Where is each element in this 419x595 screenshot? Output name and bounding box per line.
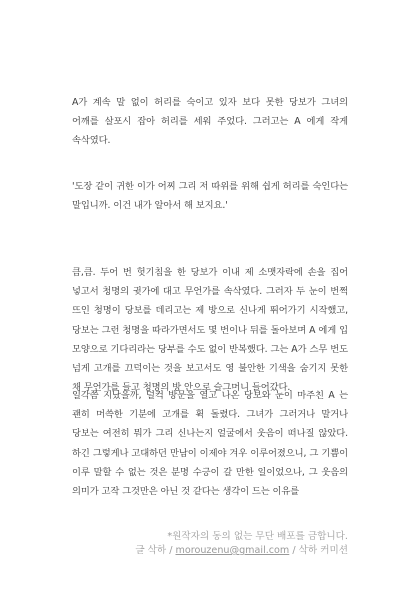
paragraph-4: 일각쯤 지났을까, 덜컥 방문을 열고 나온 당보와 눈이 마주친 A 는 괜히 머쓱한 기분에 고개를 휙 돌렸다. 그녀가 그러거나 말거나 당보는 여전히 뭐가 그리 신나는지 얼굴에서 웃음이 떠나질 않았다. 하긴 그렇게나 고대하던 만남이 이제야 겨우 이루어졌으니, 그 기쁨이 이루 말할 수 없는 것은 분명 수긍이 갈 만한 일이었으나, 그 웃음의 의미가 고작 그것만은 아닌 것 같다는 생각이 드는 이유를 (72, 390, 348, 498)
credit-prefix: 글 삭하 / (135, 545, 176, 556)
paragraph-2-dialogue: '도장 같이 귀한 이가 어찌 그리 저 따위를 위해 쉽게 허리를 숙인다는 말입니까. 이건 내가 알아서 해 보지요.' (72, 181, 348, 212)
copyright-notice: *원작자의 동의 없는 무단 배포를 금합니다. (167, 531, 348, 542)
credit-suffix: / 삭하 커미션 (289, 545, 348, 556)
paragraph-1: A가 계속 말 없이 허리를 숙이고 있자 보다 못한 당보가 그녀의 어깨를 살포시 잡아 허리를 세워 주었다. 그러고는 A 에게 작게 속삭였다. (72, 97, 348, 147)
email-link[interactable]: morouzenu@gmail.com (175, 545, 290, 556)
paragraph-3: 큼,큼. 두어 번 헛기침을 한 당보가 이내 제 소맷자락에 손을 집어 넣고서 청명의 귓가에 대고 무언가를 속삭였다. 그러자 두 눈이 번쩍 뜨인 청명이 당보를 데리고는 제 방으로 신나게 뛰어가기 시작했고, 당보는 그런 청명을 따라가면서도 몇 번이나 뒤를 돌아보며 A 에게 입 모양으로 기다리라는 당부를 수도 없이 반복했다. 그는 A가 스무 번도 넘게 고개를 끄덕이는 것을 보고서도 영 불안한 기색을 숨기지 못한 채 무언가를 들고 청명의 방 안으로 슬그머니 들어갔다. (72, 267, 348, 394)
author-credit (48, 544, 348, 558)
